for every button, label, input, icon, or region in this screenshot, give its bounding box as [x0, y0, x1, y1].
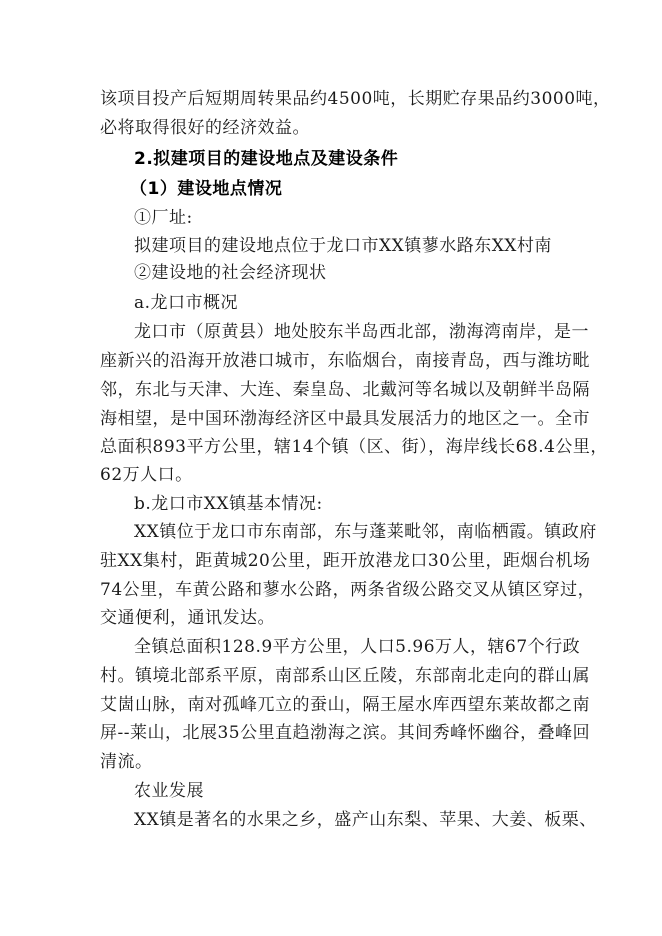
- text-line: 交通便利，通讯发达。: [100, 608, 275, 628]
- text-line: 海相望，是中国环渤海经济区中最具发展活力的地区之一。全市: [100, 409, 590, 429]
- text-line: 驻XX集村，距黄城20公里，距开放港龙口30公里，距烟台机场: [100, 551, 591, 571]
- text-line: b.龙口市XX镇基本情况:: [134, 494, 323, 514]
- text-line: ②建设地的社会经济现状: [134, 263, 327, 283]
- text-line: 62万人口。: [100, 465, 193, 485]
- subsection-heading: （1）建设地点情况: [130, 179, 283, 199]
- text-line: ①厂址:: [134, 208, 193, 228]
- text-line: 龙口市（原黄县）地处胶东半岛西北部，渤海湾南岸，是一: [134, 322, 589, 342]
- text-line: 邻，东北与天津、大连、秦皇岛、北戴河等名城以及朝鲜半岛隔: [100, 380, 590, 400]
- text-line: 座新兴的沿海开放港口城市，东临烟台，南接青岛，西与潍坊毗: [100, 351, 590, 371]
- text-line: 74公里，车黄公路和蓼水公路，两条省级公路交叉从镇区穿过，: [100, 580, 596, 600]
- text-line: a.龙口市概况: [134, 293, 239, 313]
- text-line: 屏--莱山，北展35公里直趋渤海之滨。其间秀峰怀幽谷，叠峰回: [100, 723, 591, 743]
- text-line: 村。镇境北部系平原，南部系山区丘陵，东部南北走向的群山属: [100, 666, 590, 686]
- text-line: 艾崮山脉，南对孤峰兀立的蚕山，隔王屋水库西望东莱故都之南: [100, 695, 590, 715]
- text-line: 拟建项目的建设地点位于龙口市XX镇蓼水路东XX村南: [134, 236, 552, 256]
- text-line: 农业发展: [134, 781, 204, 801]
- text-line: 必将取得很好的经济效益。: [100, 118, 310, 138]
- text-line: 全镇总面积128.9平方公里，人口5.96万人，辖67个行政: [134, 637, 581, 657]
- text-line: XX镇是著名的水果之乡，盛产山东梨、苹果、大姜、板栗、: [134, 810, 597, 830]
- text-line: 该项目投产后短期周转果品约4500吨，长期贮存果品约3000吨，: [100, 89, 611, 109]
- text-line: 总面积893平方公里，辖14个镇（区、街），海岸线长68.4公里，: [100, 437, 608, 457]
- text-line: 清流。: [100, 752, 153, 772]
- section-heading: 2.拟建项目的建设地点及建设条件: [134, 149, 399, 169]
- text-line: XX镇位于龙口市东南部，东与蓬莱毗邻，南临栖霞。镇政府: [134, 522, 597, 542]
